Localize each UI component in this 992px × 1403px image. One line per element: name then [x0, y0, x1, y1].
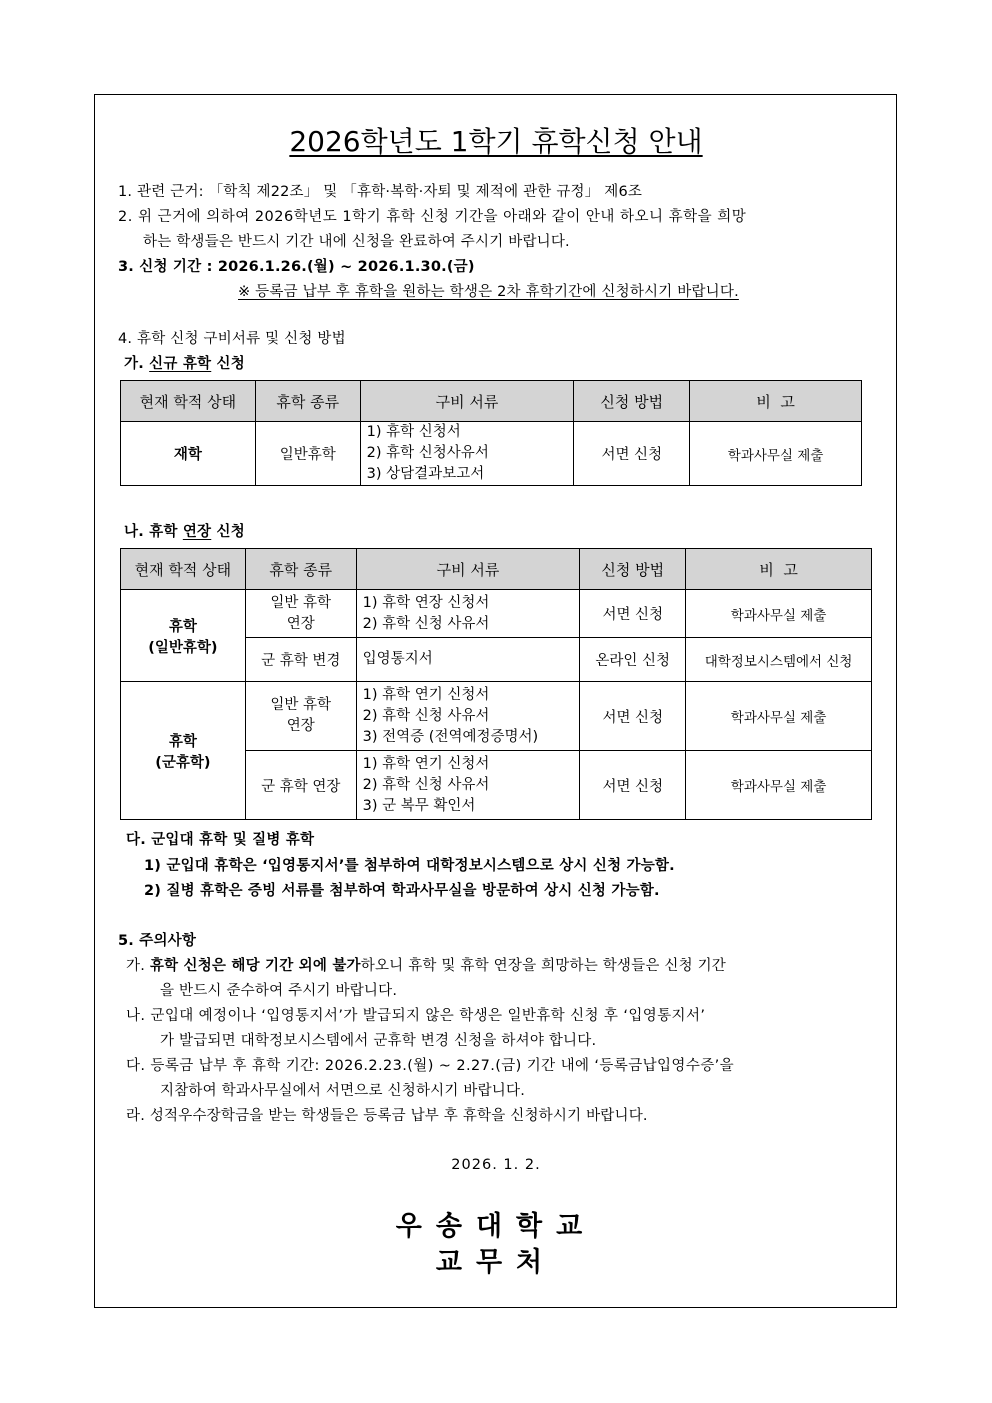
section-ga-suffix: 신청: [211, 356, 245, 372]
section-da-line-1: 1) 군입대 휴학은 ‘입영통지서’를 첨부하여 대학정보시스템으로 상시 신청 가능함.: [144, 858, 675, 874]
cell-note: 학과사무실 제출: [686, 682, 872, 751]
status-label: 휴학: [168, 618, 197, 635]
note-ga-line-1: [126, 954, 726, 975]
cell-note: 대학정보시스템에서 신청: [686, 638, 872, 682]
cell-method: 서면 신청: [574, 422, 690, 486]
item-1: 1. 관련 근거: 「학칙 제22조」 및 「휴학·복학·자퇴 및 제적에 관한 규정」 제6조: [118, 184, 643, 200]
note-ra: 라. 성적우수장학금을 받는 학생들은 등록금 납부 후 휴학을 신청하시기 바랍니다.: [126, 1108, 648, 1124]
doc-item: 2) 휴학 신청 사유서: [362, 615, 490, 632]
doc-item: 2) 휴학 신청 사유서: [362, 776, 490, 793]
type-line: 연장: [286, 615, 315, 632]
cell-docs: [356, 682, 580, 751]
cell-type: [245, 682, 356, 751]
note-da-line-1: 다. 등록금 납부 후 휴학 기간: 2026.2.23.(월) ~ 2.27.(금) 기간 내에 ‘등록금납입영수증’을: [126, 1058, 735, 1074]
section-ga-underlined: 신규 휴학: [149, 356, 212, 372]
cell-type: 군 휴학 변경: [245, 638, 356, 682]
cell-docs: 입영통지서: [356, 638, 580, 682]
table-row: [121, 422, 862, 486]
table-new-leave: [120, 380, 862, 486]
notes-title: 5. 주의사항: [118, 933, 197, 949]
table-row: [121, 682, 872, 751]
status-label: 휴학: [168, 733, 197, 750]
header-method: 신청 방법: [574, 381, 690, 422]
table-header-row: [121, 381, 862, 422]
header-note: 비 고: [690, 381, 862, 422]
cell-note: 학과사무실 제출: [686, 751, 872, 820]
cell-method: 서면 신청: [580, 682, 686, 751]
item-3-period: 3. 신청 기간 : 2026.1.26.(월) ~ 2026.1.30.(금): [118, 259, 475, 275]
type-line: 일반 휴학: [270, 594, 332, 611]
cell-status: 재학: [121, 422, 256, 486]
cell-note: 학과사무실 제출: [686, 590, 872, 638]
cell-docs: [356, 590, 580, 638]
signature-dept: 교무처: [435, 1247, 557, 1278]
header-docs: 구비 서류: [360, 381, 574, 422]
table-header-row: [121, 549, 872, 590]
header-docs: 구비 서류: [356, 549, 580, 590]
cell-type: 일반휴학: [255, 422, 360, 486]
doc-item: 3) 상담결과보고서: [366, 466, 485, 482]
item-4: 4. 휴학 신청 구비서류 및 신청 방법: [118, 331, 346, 347]
cell-type: 군 휴학 연장: [245, 751, 356, 820]
note-da-line-2: 지참하여 학과사무실에서 서면으로 신청하시기 바랍니다.: [160, 1083, 526, 1099]
section-da-line-2: 2) 질병 휴학은 증빙 서류를 첨부하여 학과사무실을 방문하여 상시 신청 가능함.: [144, 883, 660, 899]
section-ga-prefix: 가.: [124, 356, 150, 372]
doc-item: 3) 군 복무 확인서: [362, 797, 476, 814]
table-row: [121, 590, 872, 638]
page-title: 2026학년도 1학기 휴학신청 안내: [289, 125, 703, 158]
cell-method: 온라인 신청: [580, 638, 686, 682]
note-ga-line-2: 을 반드시 준수하여 주시기 바랍니다.: [160, 983, 398, 999]
header-status: 현재 학적 상태: [121, 381, 256, 422]
cell-status-general: [121, 590, 246, 682]
cell-status-military: [121, 682, 246, 820]
doc-item: 3) 전역증 (전역예정증명서): [362, 728, 539, 745]
type-line: 일반 휴학: [270, 697, 332, 713]
doc-item: 1) 휴학 신청서: [366, 424, 461, 440]
table-extension-leave: [120, 548, 872, 820]
doc-item: 1) 휴학 연장 신청서: [362, 594, 490, 611]
cell-docs: [356, 751, 580, 820]
header-note: 비 고: [686, 549, 872, 590]
cell-type: [245, 590, 356, 638]
note-ga-prefix: 가.: [126, 958, 150, 974]
cell-method: 서면 신청: [580, 751, 686, 820]
section-na-prefix: 나. 휴학: [124, 524, 183, 540]
section-da-title: 다. 군입대 휴학 및 질병 휴학: [126, 832, 315, 848]
doc-item: 2) 휴학 신청사유서: [366, 445, 489, 461]
status-sub-label: (일반휴학): [148, 639, 218, 656]
header-method: 신청 방법: [580, 549, 686, 590]
header-type: 휴학 종류: [245, 549, 356, 590]
item-2-line-2: 하는 학생들은 반드시 기간 내에 신청을 완료하여 주시기 바랍니다.: [143, 234, 570, 250]
item-3-note: ※ 등록금 납부 후 휴학을 원하는 학생은 2차 휴학기간에 신청하시기 바랍니다.: [238, 284, 739, 300]
document-date: 2026. 1. 2.: [451, 1157, 541, 1173]
section-na-suffix: 신청: [211, 524, 245, 540]
cell-method: 서면 신청: [580, 590, 686, 638]
note-na-line-1: 나. 군입대 예정이나 ‘입영통지서’가 발급되지 않은 학생은 일반휴학 신청 후 ‘입영통지서’: [126, 1008, 706, 1024]
item-2-line-1: 2. 위 근거에 의하여 2026학년도 1학기 휴학 신청 기간을 아래와 같이 안내 하오니 휴학을 희망: [118, 209, 747, 225]
note-na-line-2: 가 발급되면 대학정보시스템에서 군휴학 변경 신청을 하셔야 합니다.: [160, 1033, 597, 1049]
header-status: 현재 학적 상태: [121, 549, 246, 590]
doc-item: 2) 휴학 신청 사유서: [362, 707, 490, 724]
doc-item: 1) 휴학 연기 신청서: [362, 686, 490, 703]
type-line: 연장: [286, 718, 315, 734]
section-ga-title: [124, 352, 245, 373]
header-type: 휴학 종류: [255, 381, 360, 422]
cell-docs: [360, 422, 574, 486]
note-ga-rest: 하오니 휴학 및 휴학 연장을 희망하는 학생들은 신청 기간: [360, 958, 726, 974]
section-na-title: [124, 520, 245, 541]
section-na-underlined: 연장: [182, 524, 212, 540]
signature-org: 우송대학교: [395, 1211, 597, 1242]
status-sub-label: (군휴학): [155, 754, 211, 771]
doc-item: 1) 휴학 연기 신청서: [362, 755, 490, 772]
cell-note: 학과사무실 제출: [690, 422, 862, 486]
note-ga-bold: 휴학 신청은 해당 기간 외에 불가: [149, 958, 361, 974]
